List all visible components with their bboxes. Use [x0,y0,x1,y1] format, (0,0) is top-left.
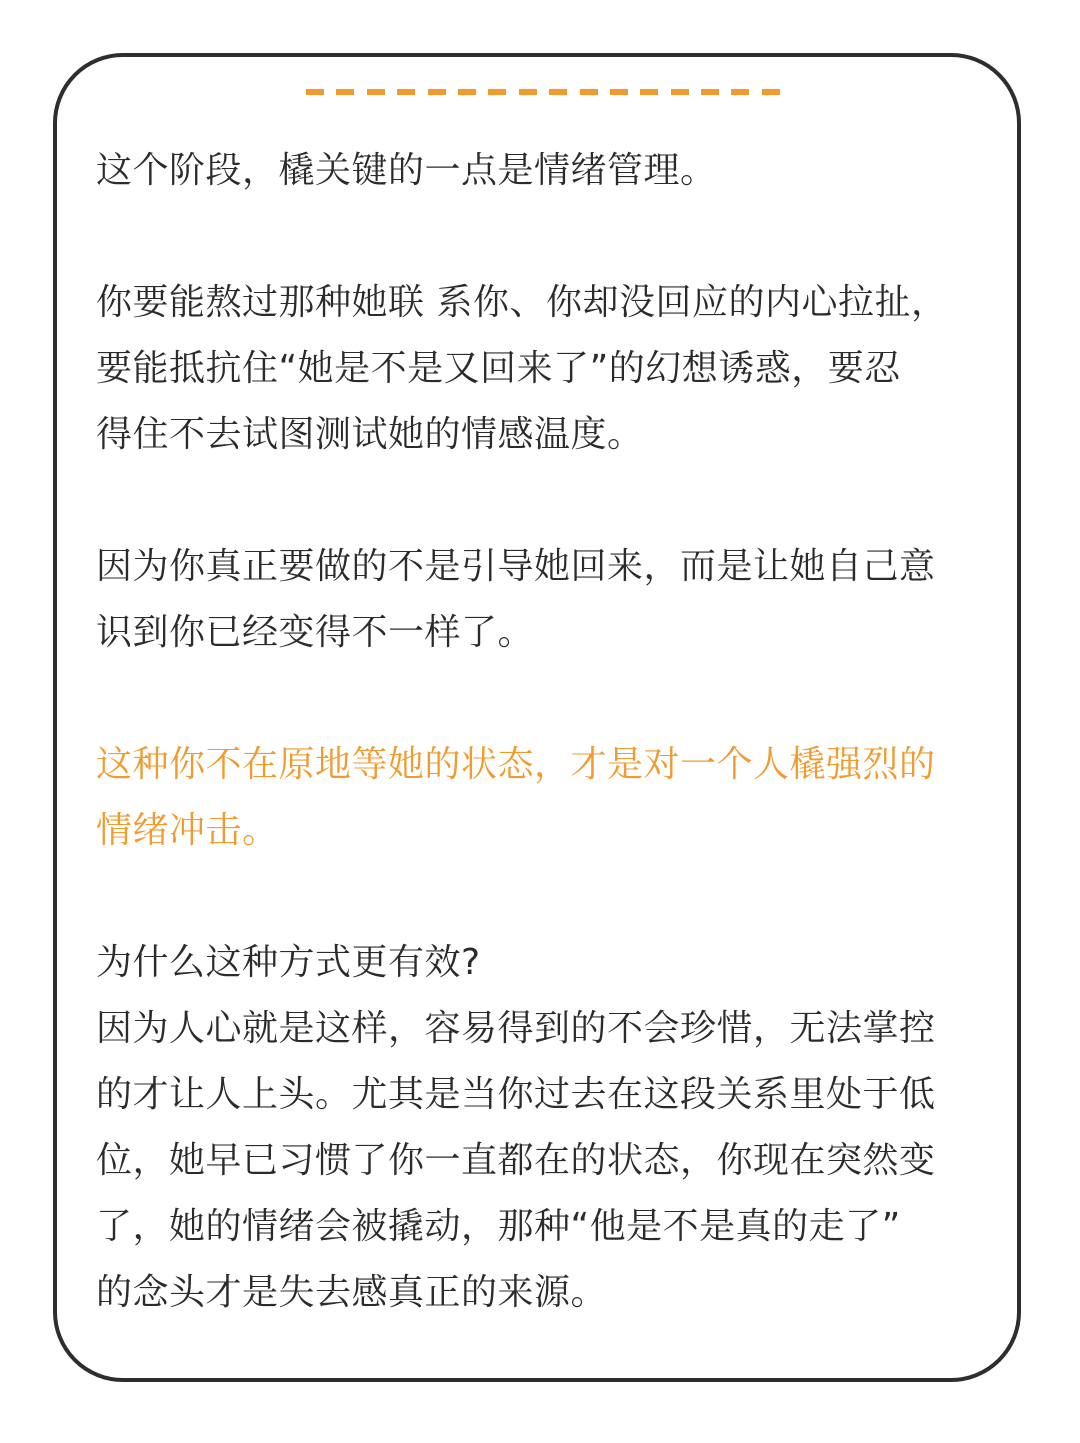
dash [428,89,446,95]
paragraph-3 [96,534,986,666]
dash [762,89,780,95]
text-line: 这个阶段，橇关键的一点是情绪管理。 [96,150,717,191]
dash [731,89,749,95]
text-line: 你要能熬过那种她联 系你、你却没回应的内心拉扯， [96,282,948,323]
dash [701,89,719,95]
dashed-divider [306,89,780,97]
dash [367,89,385,95]
text-line: 了，她的情绪会被撬动，那种“他是不是真的走了” [96,1206,901,1247]
text-line: 因为人心就是这样，容易得到的不会珍惜，无法掌控 [96,1008,936,1049]
dash [488,89,506,95]
text-line: 的念头才是失去感真正的来源。 [96,1272,608,1313]
article-body [96,138,986,1326]
dash [458,89,476,95]
dash [397,89,415,95]
question-line: 为什么这种方式更有效? [96,942,481,983]
text-line: 位，她早已习惯了你一直都在的状态，你现在突然变 [96,1140,936,1181]
dash [549,89,567,95]
paragraph-1 [96,138,986,204]
dash [580,89,598,95]
dash [306,89,324,95]
text-line: 得住不去试图测试她的情感温度。 [96,414,644,455]
text-line: 情绪冲击。 [96,810,279,851]
text-line: 识到你已经变得不一样了。 [96,612,535,653]
text-line: 因为你真正要做的不是引导她回来，而是让她自己意 [96,546,936,587]
dash [610,89,628,95]
text-line: 要能抵抗住“她是不是又回来了”的幻想诱惑，要忍 [96,348,901,389]
paragraph-2 [96,270,986,468]
highlight-paragraph [96,732,986,864]
dash [640,89,658,95]
paragraph-5 [96,930,986,1326]
dash [336,89,354,95]
text-line: 的才让人上头。尤其是当你过去在这段关系里处于低 [96,1074,936,1115]
text-line: 这种你不在原地等她的状态，才是对一个人橇强烈的 [96,744,936,785]
dash [519,89,537,95]
dash [671,89,689,95]
